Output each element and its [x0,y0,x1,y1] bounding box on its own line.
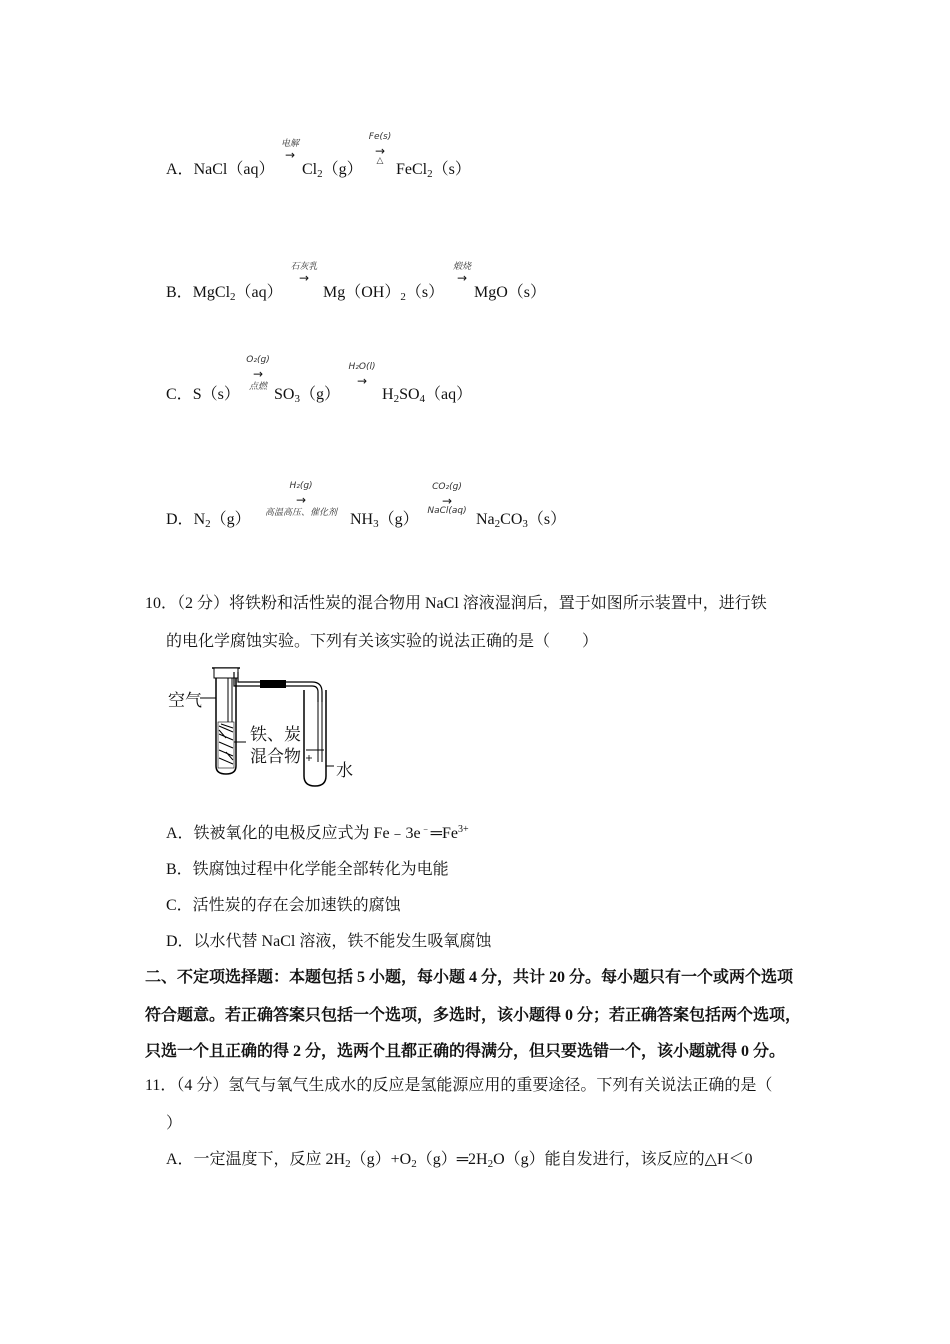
label-iron-carbon: 铁、炭 [250,725,301,745]
q10-option-b: B．铁腐蚀过程中化学能全部转化为电能 [166,861,449,878]
arrow-condition: O₂(g) [246,355,270,365]
section2-line3: 只选一个且正确的得 2 分，选两个且都正确的得满分，但只要选错一个，该小题就得 0 分。 [145,1043,786,1060]
reaction-arrow [254,481,348,525]
option-label: D． [166,511,194,528]
q11-option-a: A．一定温度下，反应 $2H_2(g)+O_2(g)═2H_2O(g)$能自发进行，该反应的△H＜0 [166,1151,753,1170]
q11-stem-line1: 11．（4 分）氢气与氧气生成水的反应是氢能源应用的重要途径。下列有关说法正确的是（ [145,1077,773,1094]
reaction-arrow [338,362,386,406]
right-arrow-icon: → [284,148,296,162]
option-label: C． [166,386,193,403]
label-water: 水 [336,761,353,781]
reaction-arrow [280,259,328,303]
arrow-condition: Fe(s) [368,132,392,142]
right-arrow-icon: → [295,493,307,507]
arrow-condition-below: NaCl(aq) [427,506,467,516]
q10-option-c: C．活性炭的存在会加速铁的腐蚀 [166,897,401,914]
right-arrow-icon: → [374,144,386,158]
arrow-condition: 电解 [280,139,299,149]
intermediate: $NH_3(g)$ [350,511,419,530]
q11-stem-line2: ） [166,1115,183,1132]
right-arrow-icon: → [298,271,310,285]
arrow-condition: 煅烧 [452,262,471,272]
right-arrow-icon: → [441,494,453,508]
intermediate: $SO_3(g)$ [274,386,340,405]
reactant: NaCl（aq） [193,161,275,178]
intermediate: $Mg(OH)_2(s)$ [323,284,445,303]
option-label: A． [166,161,194,178]
arrow-condition-below: △ [376,156,384,166]
q10-option-a: A．铁被氧化的电极反应式为 $Fe﹣3e^﹣═Fe^{3+}$ [166,824,469,842]
arrow-condition: 石灰乳 [290,262,318,272]
product: $Na_2CO_3(s)$ [476,511,567,530]
q9-option-d: D．$N_2(g)$ [166,511,251,530]
arrow-condition: H₂O(l) [348,362,376,372]
product: $H_2SO_4(aq)$ [382,386,473,405]
section2-line1: 二、不定项选择题：本题包括 5 小题，每小题 4 分，共计 20 分。每小题只有一个或两个选项 [145,969,794,986]
q10-stem-line2: 的电化学腐蚀实验。下列有关该实验的说法正确的是（ ） [166,633,599,650]
right-arrow-icon: → [456,271,468,285]
arrow-condition-below: 点燃 [248,382,267,392]
q9-option-a [166,160,274,180]
q10-stem-line1: 10．（2 分）将铁粉和活性炭的混合物用 NaCl 溶液湿润后，置于如图所示装置中，进行铁 [145,595,767,612]
arrow-condition: H₂(g) [289,481,313,491]
apparatus-figure [166,662,366,792]
q9-option-b: B．MgCl$_2$（aq） [166,284,283,303]
product: FeCl$_2$（s） [396,161,471,180]
product: MgO（s） [474,284,547,301]
label-mixture: 混合物 [250,747,301,767]
reaction-arrow [420,482,474,526]
right-arrow-icon: → [356,374,368,388]
arrow-condition-below: 高温高压、催化剂 [264,508,337,518]
q9-option-c: C．S（s） [166,386,240,403]
intermediate: $Cl_2(g)$ [302,161,363,180]
right-arrow-icon: → [252,367,264,381]
arrow-condition: CO₂(g) [432,482,462,492]
label-air: 空气 [168,691,202,711]
section2-line2: 符合题意。若正确答案只包括一个选项，多选时，该小题得 0 分；若正确答案包括两个选项， [145,1007,802,1024]
option-label: B． [166,284,193,301]
q10-option-d: D．以水代替 NaCl 溶液，铁不能发生吸氧腐蚀 [166,933,492,950]
